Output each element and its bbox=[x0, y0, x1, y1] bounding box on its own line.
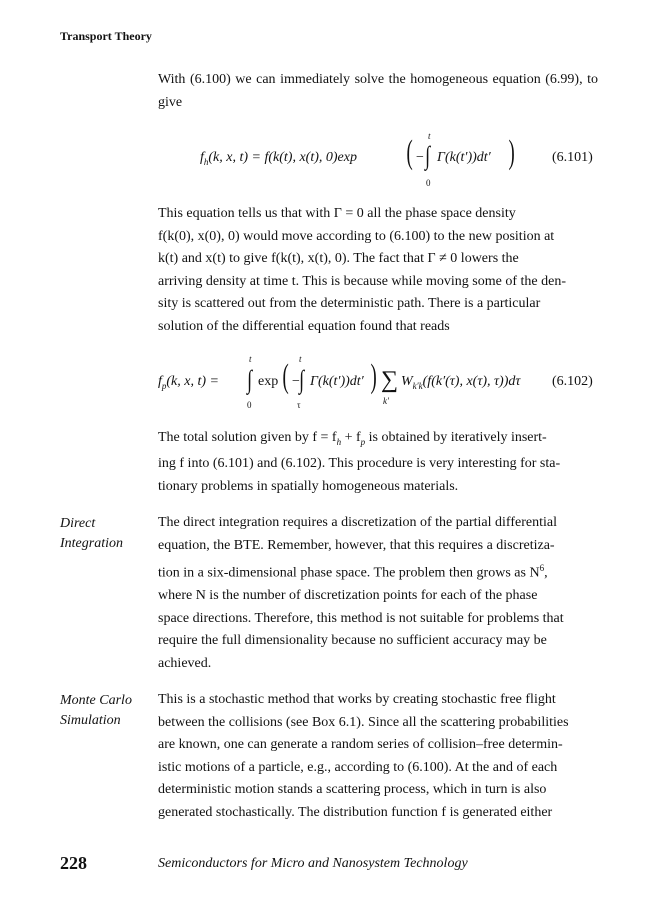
equation-6-102-outer-lower-limit: 0 bbox=[247, 400, 252, 410]
equation-6-102-left-paren: ( bbox=[282, 358, 289, 395]
paragraph-line: generated stochastically. The distribution function f is generated either bbox=[158, 804, 553, 820]
equation-6-101-upper-limit: t bbox=[428, 131, 431, 141]
page-number: 228 bbox=[60, 853, 87, 873]
footer-book-title: Semiconductors for Micro and Nanosystem Technology bbox=[158, 856, 468, 871]
equation-6-102-sum-sign: ∑ bbox=[381, 367, 399, 393]
margin-heading-monte-carlo: Monte Carlo Simulation bbox=[60, 693, 132, 728]
equation-6-102-number: (6.102) bbox=[552, 374, 593, 389]
paragraph-line: solution of the differential equation found that reads bbox=[158, 318, 450, 334]
paragraph-line: achieved. bbox=[158, 655, 212, 671]
equation-6-102-exp: exp bbox=[258, 374, 279, 389]
equation-6-102-inner-upper-limit: t bbox=[299, 354, 302, 364]
paragraph-line: require the full dimensionality because no sufficient accuracy may be bbox=[158, 633, 547, 649]
equation-6-101-gamma-term: Γ(k(t′))dt′ bbox=[437, 150, 491, 165]
equation-6-102-body: $W_{k'k}(f(k'(\tau)$, x(τ), τ))dτ bbox=[401, 374, 521, 391]
equation-6-102-outer-integral: ∫ bbox=[247, 365, 253, 394]
equation-6-101-minus: − bbox=[416, 150, 424, 165]
paragraph-line: f(k(0), x(0), 0) would move according to (6.100) to the new position at bbox=[158, 228, 555, 244]
paragraph-line: are known, one can generate a random series of collision–free determin- bbox=[158, 737, 563, 752]
paragraph-line: deterministic motion stands a scattering process, which in turn is also bbox=[158, 782, 547, 797]
paragraph-line: space directions. Therefore, this method is not suitable for problems that bbox=[158, 610, 564, 626]
paragraph-line: This is a stochastic method that works by creating stochastic free flight bbox=[158, 692, 556, 707]
equation-6-102-lhs: $f_p(k$, x, t) = bbox=[158, 374, 219, 391]
equation-6-102-minus: − bbox=[292, 374, 300, 389]
paragraph-total-solution bbox=[158, 427, 598, 498]
paragraph-intro-text: With (6.100) we can immediately solve the homogeneous equation (6.99), to give bbox=[158, 72, 598, 110]
paragraph-line: equation, the BTE. Remember, however, that this requires a discretiza- bbox=[158, 537, 555, 553]
equation-6-101-number: (6.101) bbox=[552, 150, 593, 165]
equation-6-101-left-paren: ( bbox=[406, 134, 413, 171]
equation-6-102-right-paren: ) bbox=[370, 358, 377, 395]
margin-heading-direct-integration: Direct Integration bbox=[60, 516, 123, 551]
equation-6-102-inner-lower-limit: τ bbox=[297, 400, 301, 410]
running-head-title: Transport Theory bbox=[60, 29, 152, 43]
equation-6-102-sum-index: k′ bbox=[383, 396, 389, 406]
equation-6-101-right-paren: ) bbox=[508, 134, 515, 171]
paragraph-direct-integration bbox=[158, 512, 598, 675]
paragraph-intro bbox=[158, 69, 598, 114]
paragraph-line: tionary problems in spatially homogeneous materials. bbox=[158, 478, 459, 494]
equation-6-101-integral: ∫ bbox=[425, 141, 431, 170]
equation-6-101-lhs: $f_h(k$, x, t) = f(k(t), x(t), 0)exp bbox=[200, 150, 357, 167]
equation-6-102-inner-integral: ∫ bbox=[299, 365, 305, 394]
paragraph-line: ing f into (6.101) and (6.102). This procedure is very interesting for sta- bbox=[158, 456, 561, 472]
paragraph-line: The total solution given by $f = f_h + f_p$ is obtained by iteratively insert- bbox=[158, 430, 547, 447]
paragraph-line: k(t) and x(t) to give f(k(t), x(t), 0). The fact that Γ ≠ 0 lowers the bbox=[158, 251, 519, 266]
paragraph-line: istic motions of a particle, e.g., according to (6.100). At the and of each bbox=[158, 759, 558, 775]
paragraph-line: This equation tells us that with Γ = 0 all the phase space density bbox=[158, 206, 516, 221]
paragraph-line: where N is the number of discretization points for each of the phase bbox=[158, 588, 538, 604]
equation-6-101-lower-limit: 0 bbox=[426, 178, 431, 188]
paragraph-gamma-explanation bbox=[158, 203, 598, 338]
paragraph-monte-carlo bbox=[158, 689, 598, 824]
equation-6-102-gamma-term: Γ(k(t′))dt′ bbox=[310, 374, 364, 389]
paragraph-line: arriving density at time t. This is because while moving some of the den- bbox=[158, 273, 566, 289]
equation-6-102-outer-upper-limit: t bbox=[249, 354, 252, 364]
paragraph-line: between the collisions (see Box 6.1). Since all the scattering probabilities bbox=[158, 714, 569, 730]
paragraph-line: tion in a six-dimensional phase space. The problem then grows as $N^6$, bbox=[158, 563, 548, 581]
paragraph-line: sity is scattered out from the deterministic path. There is a particular bbox=[158, 296, 541, 311]
paragraph-line: The direct integration requires a discretization of the partial differential bbox=[158, 515, 557, 530]
